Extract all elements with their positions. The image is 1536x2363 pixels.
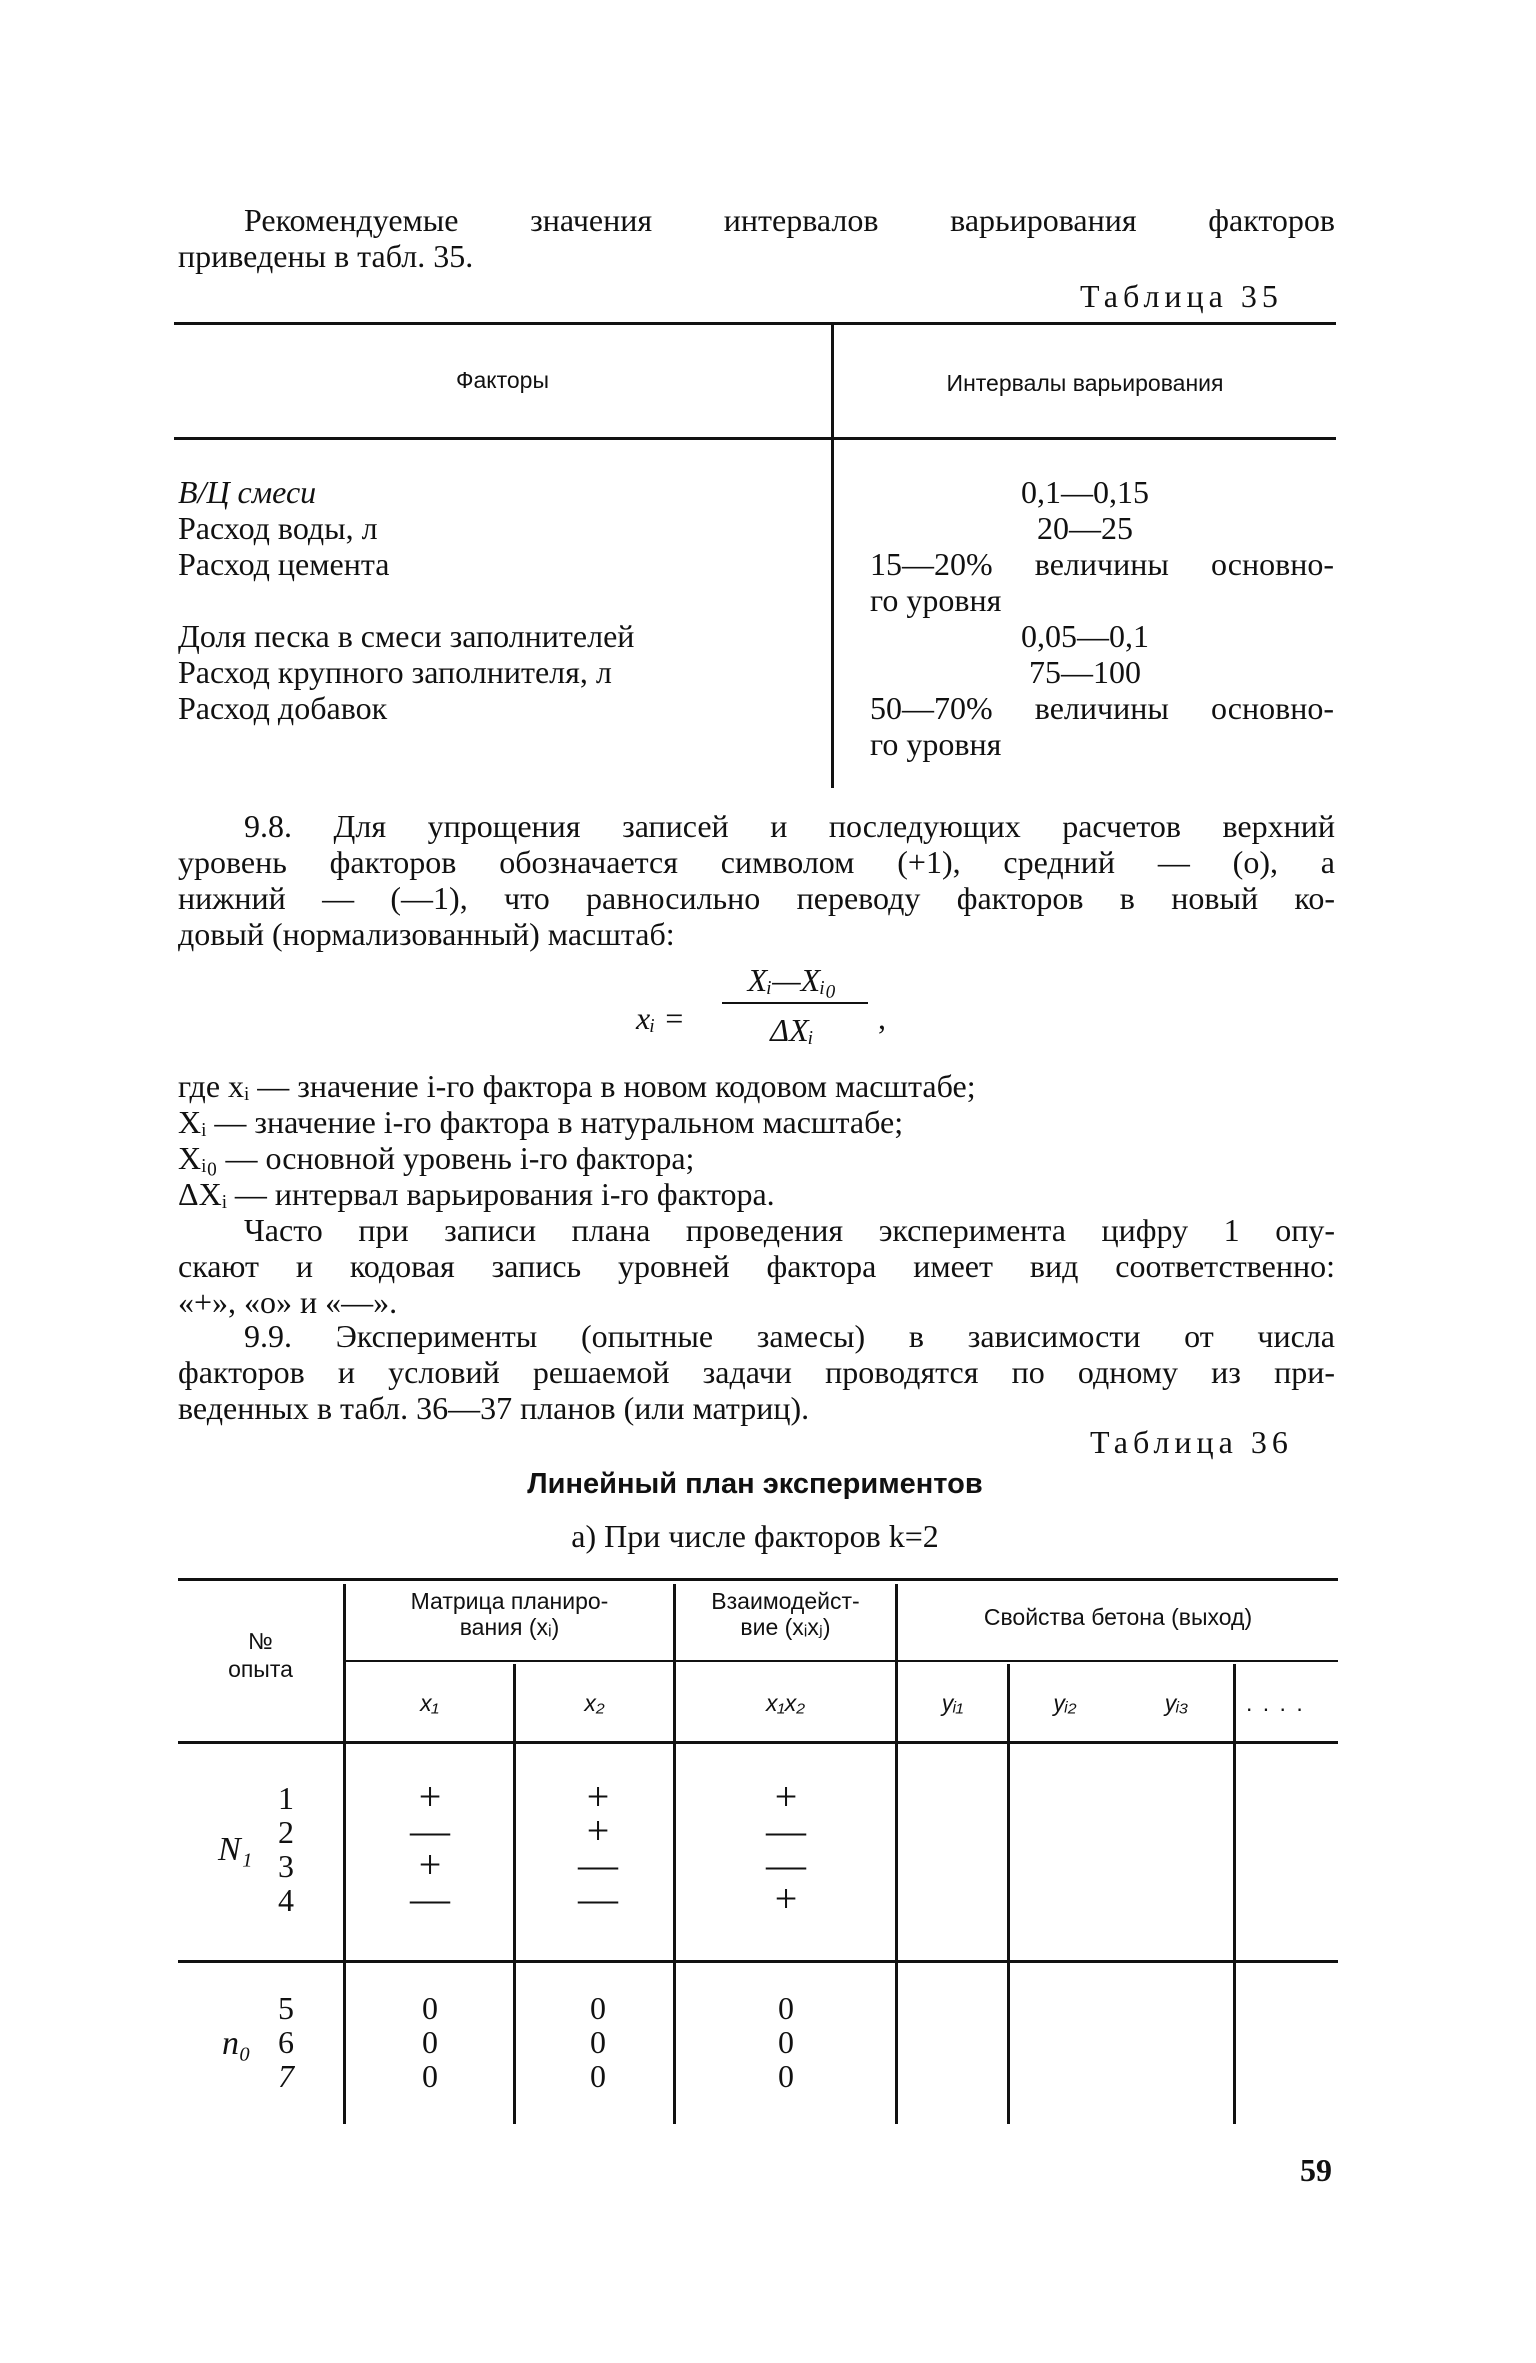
table-35-interval: 15—20% величины основно-: [870, 546, 1334, 582]
table-35-factor-wc: В/Ц смеси: [178, 474, 317, 510]
table-36-cell-x2: 0: [590, 2058, 606, 2094]
table-36-cell-x1x2: +: [774, 1876, 798, 1921]
table-36-cell-x1: —: [410, 1808, 450, 1853]
table-36-header-y1: yᵢ₁: [941, 1690, 964, 1716]
table-36-row-num: 4: [278, 1882, 294, 1918]
formula-fraction-bar: [722, 1002, 868, 1004]
formula-where-line: Xᵢ₀ — основной уровень i-го фактора;: [178, 1140, 695, 1176]
table-36-col-line: [343, 1584, 346, 2124]
table-35-caption: Таблица 35: [1080, 278, 1283, 314]
table-36-col-line: [673, 1584, 676, 2124]
table-36-cell-x2: +: [586, 1808, 610, 1853]
table-36-cell-x1x2: 0: [778, 1990, 794, 2026]
table-36-cell-x1: +: [418, 1774, 442, 1819]
table-35-interval: 20—25: [1037, 510, 1133, 546]
intro-line-1: Рекомендуемые значения интервалов варьирования факторов: [244, 202, 1335, 238]
table-36-header-num-symbol: №: [248, 1628, 273, 1654]
table-36-subheader-rule: [344, 1660, 1338, 1662]
table-36-cell-x1x2: 0: [778, 2024, 794, 2060]
table-35-header-factors: Факторы: [456, 367, 549, 393]
table-36-header-num: опыта: [228, 1656, 293, 1682]
table-36-header-interaction: вие (xᵢxⱼ): [740, 1614, 831, 1640]
table-36-group-label: n₀: [222, 2025, 251, 2062]
formula-numerator: Xᵢ—Xᵢ₀: [747, 962, 837, 998]
table-36-cell-x2: —: [578, 1876, 618, 1921]
table-36-cell-x1x2: —: [766, 1808, 806, 1853]
table-35-factor: Расход цемента: [178, 546, 390, 582]
table-36-cell-x1: 0: [422, 1990, 438, 2026]
section-9-8-line: довый (нормализованный) масштаб:: [178, 916, 675, 952]
table-35-interval: 75—100: [1029, 654, 1141, 690]
table-36-header-x1: x₁: [420, 1690, 439, 1716]
table-36-row-num: 5: [278, 1990, 294, 2026]
section-9-9-line: веденных в табл. 36—37 планов (или матриц).: [178, 1390, 810, 1426]
table-36-header-interaction: Взаимодейст-: [711, 1588, 860, 1614]
table-36-caption: Таблица 36: [1090, 1424, 1293, 1460]
table-35-interval: 0,1—0,15: [1021, 474, 1149, 510]
table-36-cell-x1x2: 0: [778, 2058, 794, 2094]
page-number: 59: [1300, 2152, 1332, 2188]
intro-line-2: приведены в табл. 35.: [178, 238, 474, 274]
table-36-header-more: . . . .: [1246, 1690, 1305, 1716]
section-9-8-line: 9.8. Для упрощения записей и последующих расчетов верхний: [244, 808, 1335, 844]
table-36-cell-x1: 0: [422, 2058, 438, 2094]
table-36-cell-x1: +: [418, 1842, 442, 1887]
table-35-factor: Расход добавок: [178, 690, 388, 726]
table-36-row-num: 7: [278, 2058, 294, 2094]
note-line: «+», «о» и «—».: [178, 1284, 398, 1320]
table-36-row-num: 1: [278, 1780, 294, 1816]
table-36-row-num: 6: [278, 2024, 294, 2060]
table-36-cell-x1x2: +: [774, 1774, 798, 1819]
table-36-cell-x1x2: —: [766, 1842, 806, 1887]
table-36-col-line: [895, 1584, 898, 2124]
table-36-row-num: 2: [278, 1814, 294, 1850]
table-35-interval: го уровня: [870, 726, 1002, 762]
table-36-title: Линейный план экспериментов: [527, 1468, 983, 1500]
formula-denominator: ΔXᵢ: [770, 1012, 814, 1048]
table-36-cell-x2: +: [586, 1774, 610, 1819]
table-36-header-x2: x₂: [584, 1690, 605, 1716]
table-35-header-intervals: Интервалы варьирования: [946, 370, 1224, 396]
formula-lhs: xᵢ =: [636, 1000, 685, 1036]
table-36-top-rule: [178, 1578, 1338, 1581]
section-9-8-line: уровень факторов обозначается символом (+1), средний — (о), а: [178, 844, 1335, 880]
table-35-factor: Доля песка в смеси заполнителей: [178, 618, 635, 654]
table-36-header-rule: [178, 1741, 1338, 1744]
note-line: Часто при записи плана проведения эксперимента цифру 1 опу-: [244, 1212, 1335, 1248]
table-36-row-num: 3: [278, 1848, 294, 1884]
table-36-cell-x2: 0: [590, 2024, 606, 2060]
table-36-header-x1x2: x₁x₂: [765, 1690, 806, 1716]
table-36-header-y2: yᵢ₂: [1053, 1690, 1077, 1716]
table-35-factor: Расход воды, л: [178, 510, 378, 546]
table-36-col-line: [513, 1664, 516, 2124]
formula-tail: ,: [878, 1000, 886, 1036]
table-36-header-properties: Свойства бетона (выход): [983, 1604, 1253, 1630]
section-9-9-line: 9.9. Эксперименты (опытные замесы) в зависимости от числа: [244, 1318, 1335, 1354]
table-35-interval: го уровня: [870, 582, 1002, 618]
table-36-col-line: [1007, 1664, 1010, 2124]
section-9-9-line: факторов и условий решаемой задачи проводятся по одному из при-: [178, 1354, 1335, 1390]
table-36-header-matrix: вания (xᵢ): [459, 1614, 560, 1640]
table-36-subtitle: а) При числе факторов k=2: [571, 1518, 939, 1554]
table-36-group-rule: [178, 1960, 1338, 1963]
formula-where-line: где xᵢ — значение i-го фактора в новом кодовом масштабе;: [178, 1068, 976, 1104]
table-35-factor: Расход крупного заполнителя, л: [178, 654, 612, 690]
table-35-interval: 0,05—0,1: [1021, 618, 1149, 654]
table-36-cell-x1: 0: [422, 2024, 438, 2060]
table-36-col-line: [1233, 1664, 1236, 2124]
table-36-cell-x2: 0: [590, 1990, 606, 2026]
table-36-cell-x1: —: [410, 1876, 450, 1921]
table-35-factor: [178, 474, 316, 510]
table-35-header-rule: [174, 437, 1336, 440]
formula-where-line: Xᵢ — значение i-го фактора в натуральном масштабе;: [178, 1104, 904, 1140]
table-36-cell-x2: —: [578, 1842, 618, 1887]
table-35-top-rule: [174, 322, 1336, 325]
table-36-header-y3: yᵢ₃: [1164, 1690, 1189, 1716]
formula-where-line: ΔXᵢ — интервал варьирования i-го фактора.: [178, 1176, 775, 1212]
table-36-header-matrix: Матрица планиро-: [410, 1588, 609, 1614]
note-line: скают и кодовая запись уровней фактора имеет вид соответственно:: [178, 1248, 1335, 1284]
table-35-interval: 50—70% величины основно-: [870, 690, 1334, 726]
table-36-group-label: N₁: [218, 1831, 253, 1868]
section-9-8-line: нижний — (—1), что равносильно переводу факторов в новый ко-: [178, 880, 1335, 916]
